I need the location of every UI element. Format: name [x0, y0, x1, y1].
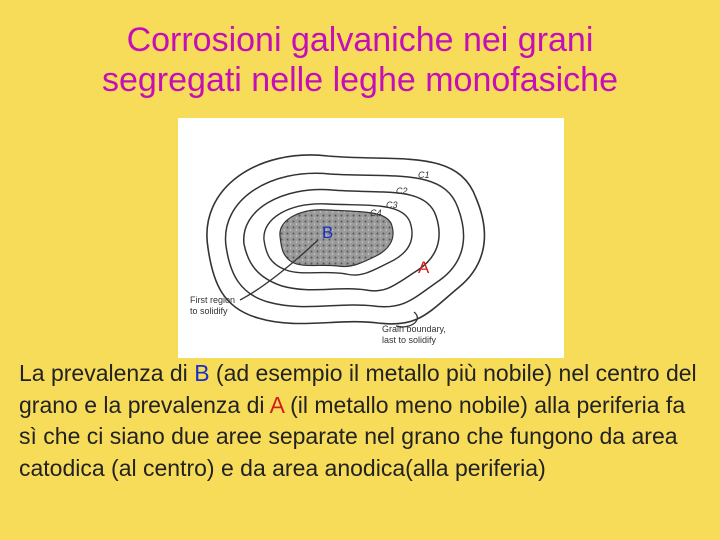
text-part-1: La prevalenza di: [19, 360, 195, 386]
contour-label-c4: C4: [370, 208, 382, 218]
first-region-text-1: First region: [190, 295, 236, 305]
text-highlight-b: B: [194, 360, 210, 386]
first-region-text-2: to solidify: [190, 306, 228, 316]
contour-label-c1: C1: [418, 170, 430, 180]
contour-label-c2: C2: [396, 186, 408, 196]
contour-label-c3: C3: [386, 200, 398, 210]
grain-contour-svg: [178, 118, 564, 358]
grain-diagram: [178, 118, 564, 358]
grain-core-region: [280, 210, 393, 267]
title-line-1: Corrosioni galvaniche nei grani: [126, 21, 594, 59]
title-line-2: segregati nelle leghe monofasiche: [101, 61, 618, 99]
text-highlight-a: A: [269, 391, 284, 418]
grain-boundary-text-2: last to solidify: [382, 335, 437, 345]
label-b: B: [322, 223, 334, 242]
slide-title: [0, 20, 720, 100]
text-part-2: (ad esempio il metallo più nobile) nel centro del grano e la prevalenza di: [19, 360, 697, 418]
text-part-3: (il metallo meno nobile) alla periferia fa sì che ci siano due aree separate nel grano che fungono da area catodica (al centro) e da area anodica(alla periferia): [19, 391, 686, 481]
grain-boundary-text-1: Grain boundary,: [382, 324, 446, 334]
label-a: A: [418, 258, 430, 277]
explanation-paragraph: [19, 358, 709, 484]
